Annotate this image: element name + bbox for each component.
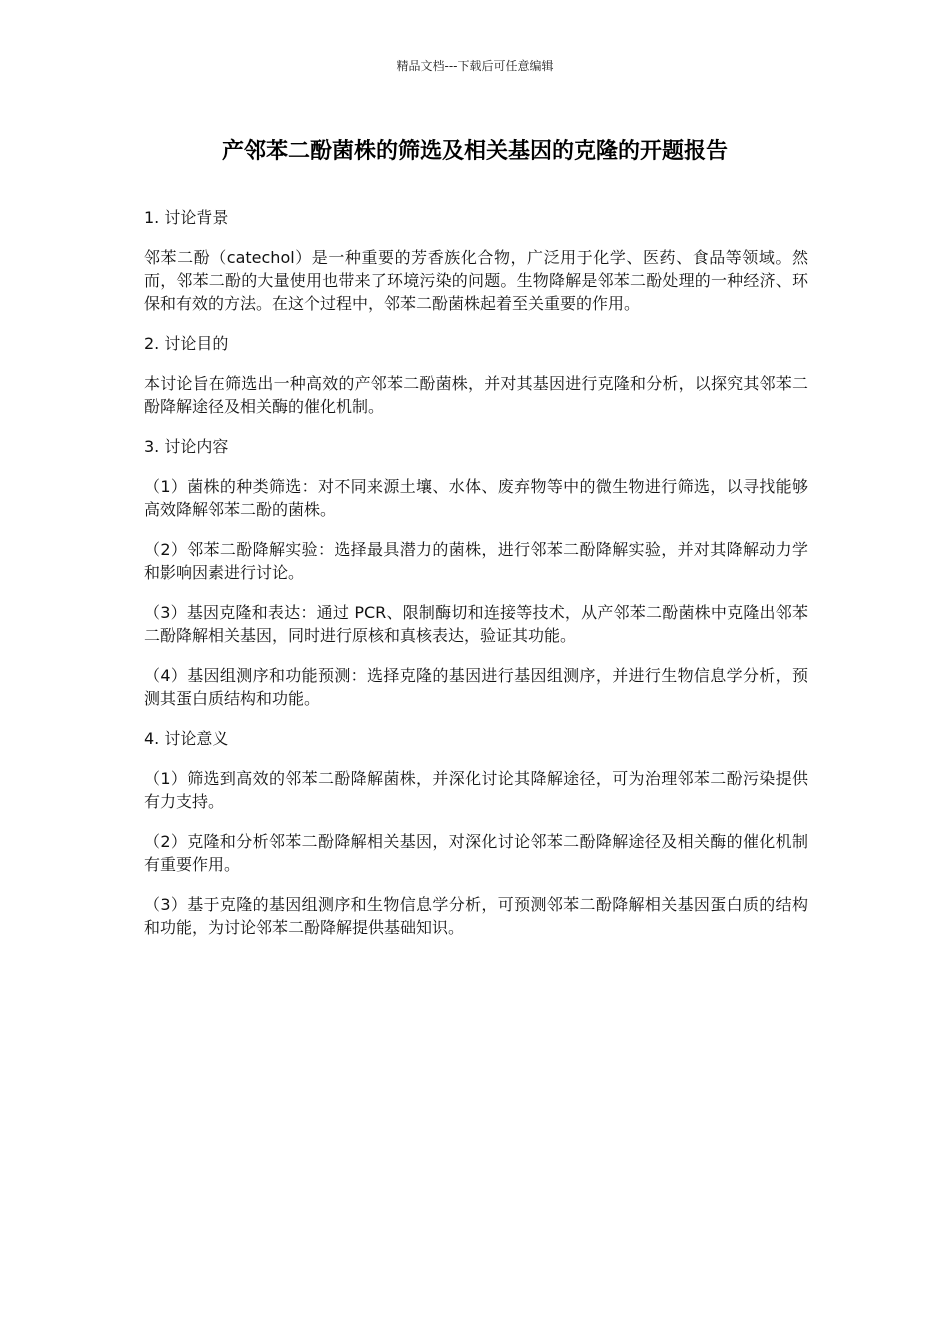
section-paragraph: 本讨论旨在筛选出一种高效的产邻苯二酚菌株，并对其基因进行克隆和分析，以探究其邻苯二酚降解途径及相关酶的催化机制。 bbox=[144, 374, 808, 416]
section-heading-purpose: 2. 讨论目的 bbox=[144, 334, 229, 353]
section-paragraph: （1）菌株的种类筛选：对不同来源土壤、水体、废弃物等中的微生物进行筛选，以寻找能够高效降解邻苯二酚的菌株。 bbox=[144, 477, 808, 519]
section-paragraph: 邻苯二酚（catechol）是一种重要的芳香族化合物，广泛用于化学、医药、食品等领域。然而，邻苯二酚的大量使用也带来了环境污染的问题。生物降解是邻苯二酚处理的一种经济、环保和有效的方法。在这个过程中，邻苯二酚菌株起着至关重要的作用。 bbox=[144, 248, 808, 313]
section-paragraph: （1）筛选到高效的邻苯二酚降解菌株，并深化讨论其降解途径，可为治理邻苯二酚污染提供有力支持。 bbox=[144, 769, 808, 811]
section-paragraph: （2）邻苯二酚降解实验：选择最具潜力的菌株，进行邻苯二酚降解实验，并对其降解动力学和影响因素进行讨论。 bbox=[144, 540, 808, 582]
section-heading-content: 3. 讨论内容 bbox=[144, 437, 229, 456]
section-paragraph: （3）基于克隆的基因组测序和生物信息学分析，可预测邻苯二酚降解相关基因蛋白质的结构和功能，为讨论邻苯二酚降解提供基础知识。 bbox=[144, 895, 808, 937]
section-heading-background: 1. 讨论背景 bbox=[144, 208, 229, 227]
section-paragraph: （4）基因组测序和功能预测：选择克隆的基因进行基因组测序，并进行生物信息学分析，预测其蛋白质结构和功能。 bbox=[144, 666, 808, 708]
section-heading-significance: 4. 讨论意义 bbox=[144, 729, 229, 748]
header-note: 精品文档---下载后可任意编辑 bbox=[396, 59, 554, 73]
section-paragraph: （3）基因克隆和表达：通过 PCR、限制酶切和连接等技术，从产邻苯二酚菌株中克隆出邻苯二酚降解相关基因，同时进行原核和真核表达，验证其功能。 bbox=[144, 603, 808, 645]
document-title: 产邻苯二酚菌株的筛选及相关基因的克隆的开题报告 bbox=[221, 139, 728, 164]
section-paragraph: （2）克隆和分析邻苯二酚降解相关基因，对深化讨论邻苯二酚降解途径及相关酶的催化机制有重要作用。 bbox=[144, 832, 808, 874]
document-body bbox=[144, 206, 808, 956]
